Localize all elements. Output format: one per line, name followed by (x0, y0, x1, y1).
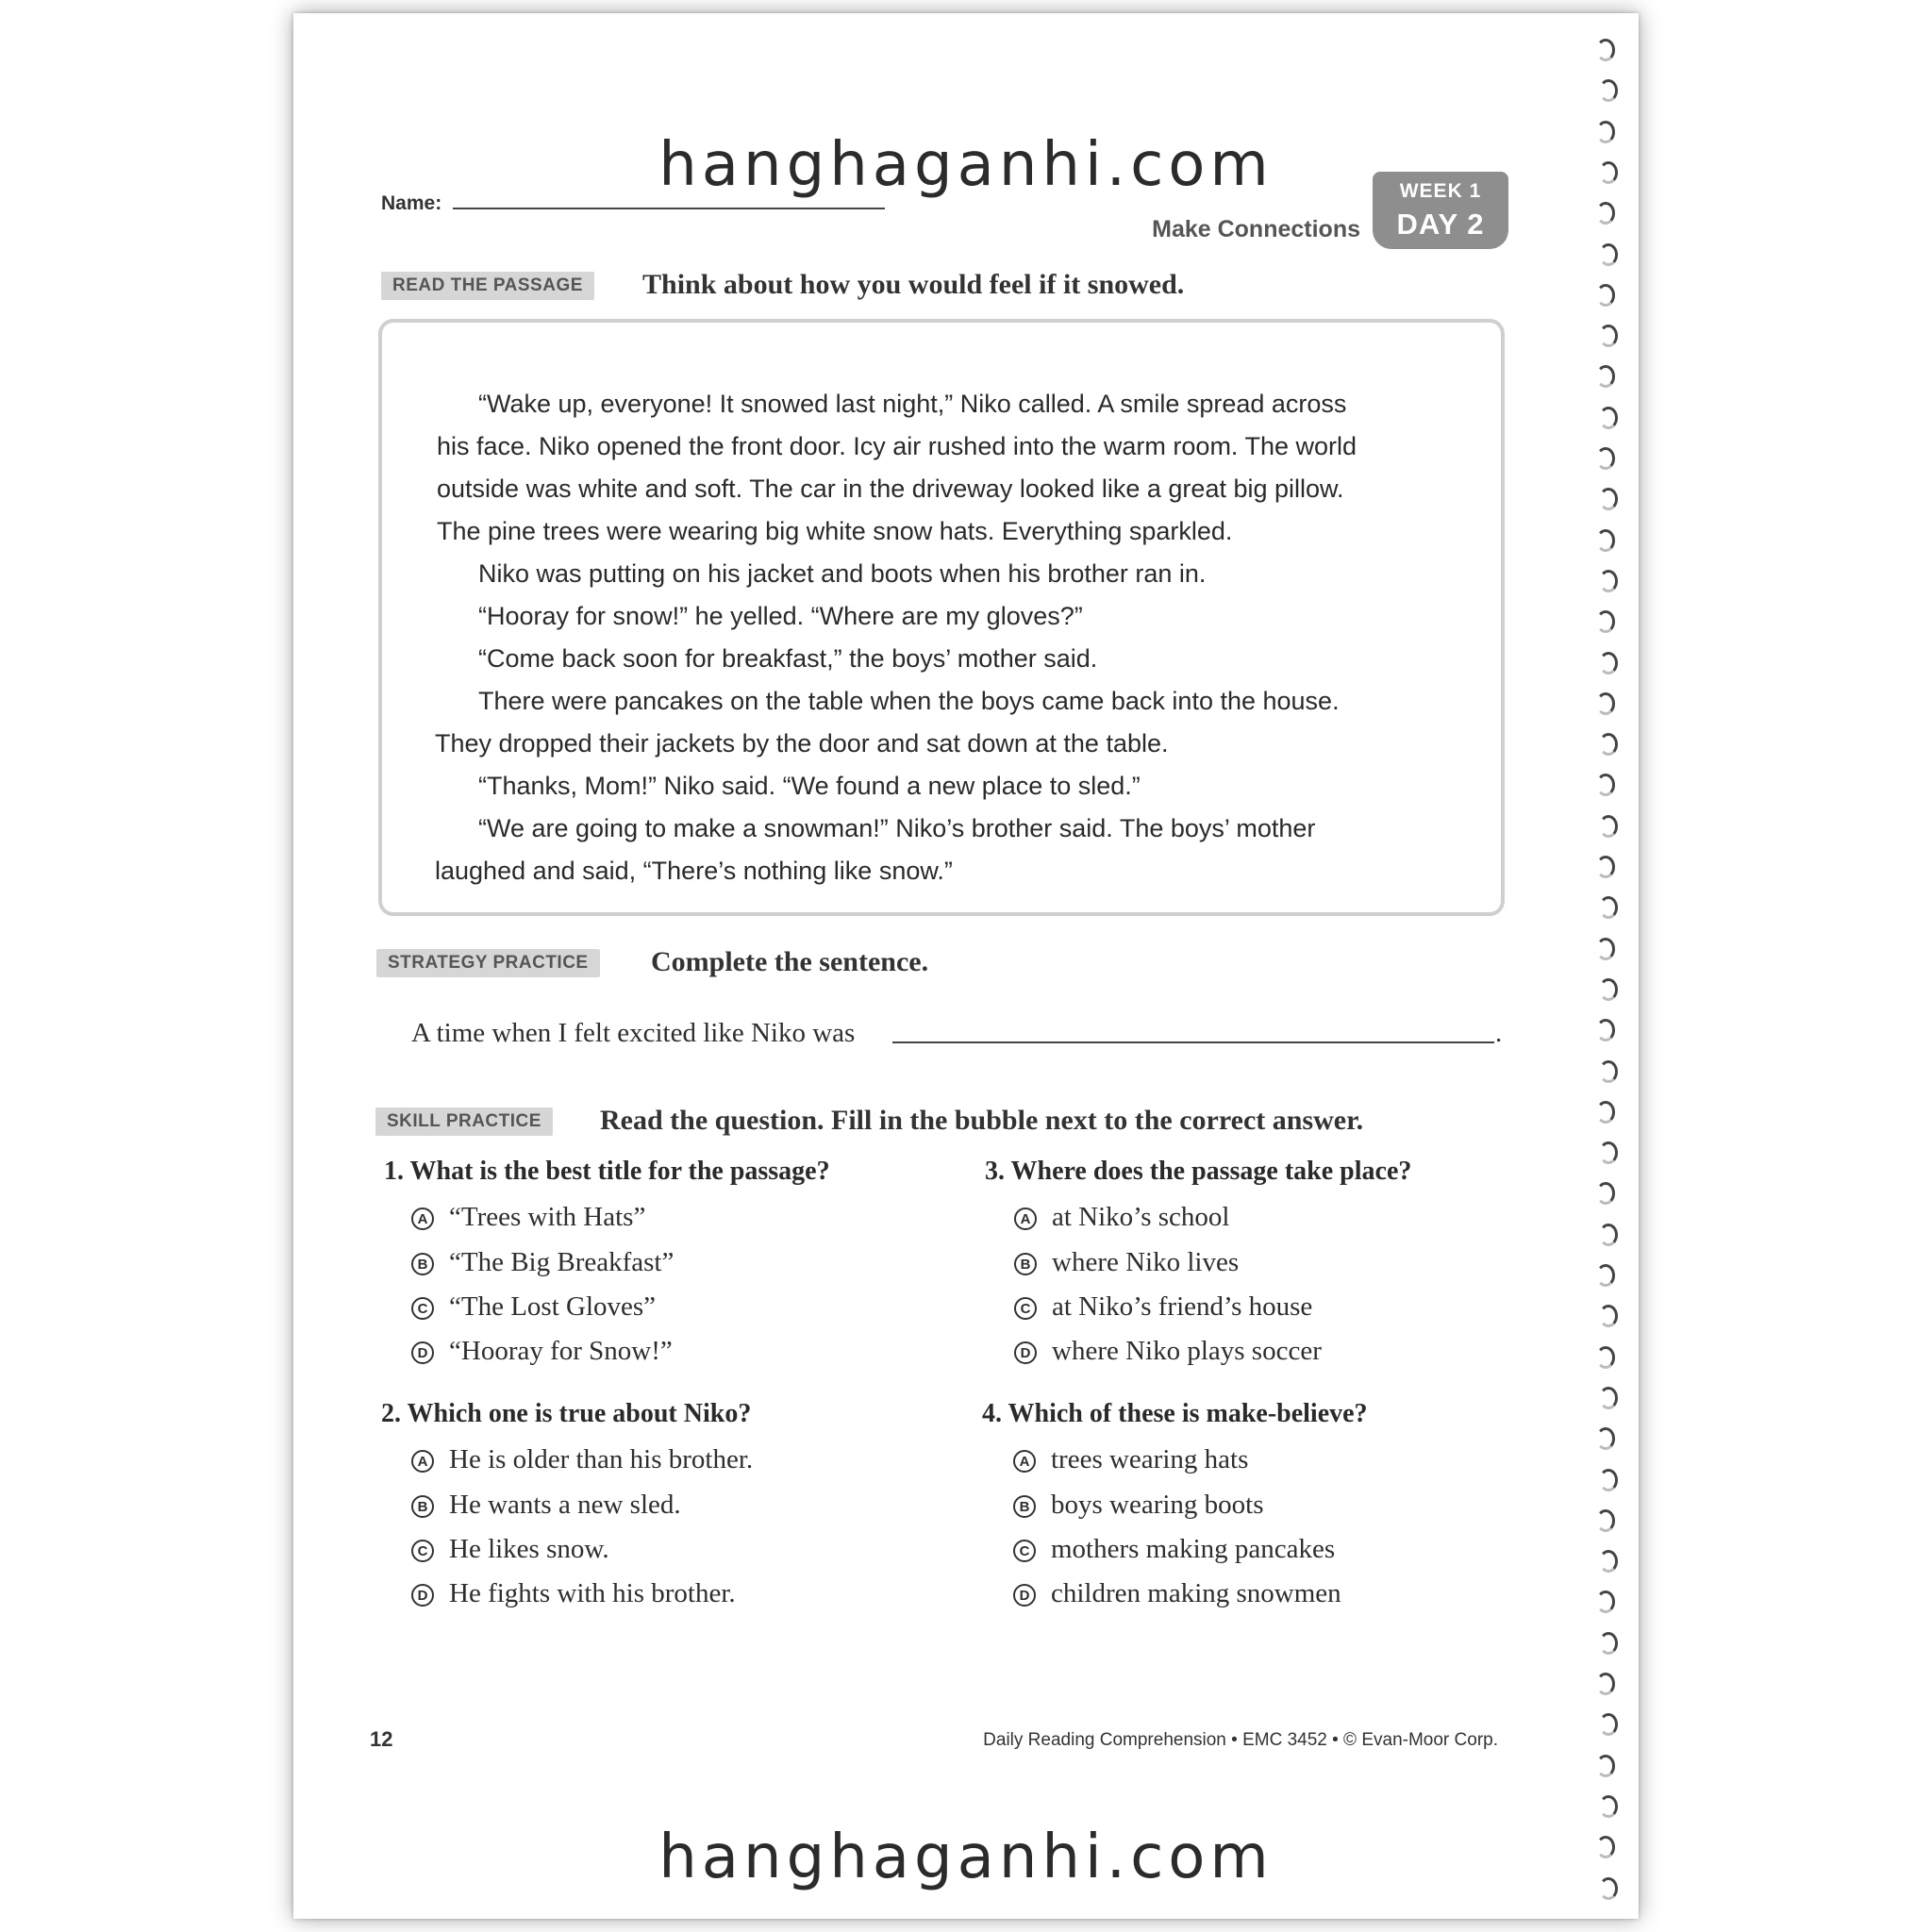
question-3-title: 3. Where does the passage take place? (985, 1157, 1412, 1186)
binding-ring (1596, 1346, 1615, 1369)
answer-bubble[interactable]: C (1013, 1540, 1036, 1562)
answer-bubble[interactable]: D (411, 1341, 434, 1364)
passage-line: outside was white and soft. The car in the driveway looked like a great big pillow. (437, 475, 1344, 503)
passage-line: “We are going to make a snowman!” Niko’s brother said. The boys’ mother (478, 814, 1316, 842)
answer-bubble[interactable]: C (411, 1297, 434, 1320)
q3-option-a[interactable] (1014, 1202, 1230, 1233)
binding-ring (1599, 1387, 1618, 1409)
name-label: Name: (381, 192, 442, 214)
answer-bubble[interactable]: C (1014, 1297, 1037, 1320)
option-text: where Niko plays soccer (1052, 1336, 1322, 1366)
option-text: trees wearing hats (1051, 1444, 1249, 1474)
passage-line: There were pancakes on the table when the boys came back into the house. (478, 687, 1340, 715)
strategy-instruction: Complete the sentence. (651, 946, 929, 977)
q2-option-d[interactable] (411, 1578, 736, 1609)
strategy-practice-label: STRATEGY PRACTICE (376, 949, 600, 977)
binding-ring (1599, 161, 1618, 184)
option-text: at Niko’s friend’s house (1052, 1291, 1313, 1322)
binding-ring (1599, 1060, 1618, 1083)
passage-line: laughed and said, “There’s nothing like snow.” (435, 857, 953, 885)
question-4-title: 4. Which of these is make-believe? (982, 1399, 1368, 1428)
option-text: boys wearing boots (1051, 1490, 1264, 1520)
binding-ring (1596, 1509, 1615, 1532)
option-text: mothers making pancakes (1051, 1534, 1336, 1564)
binding-ring (1599, 1632, 1618, 1655)
read-passage-instruction: Think about how you would feel if it snowed. (642, 269, 1185, 300)
binding-ring (1596, 1755, 1615, 1777)
passage-line: “Come back soon for breakfast,” the boys’ mother said. (478, 644, 1098, 673)
answer-bubble[interactable]: A (411, 1208, 434, 1230)
option-text: He likes snow. (449, 1534, 609, 1564)
option-text: “The Lost Gloves” (449, 1291, 657, 1322)
day-label: DAY 2 (1396, 208, 1485, 241)
week-label: WEEK 1 (1399, 180, 1482, 202)
option-text: “The Big Breakfast” (449, 1247, 675, 1277)
passage-line: The pine trees were wearing big white snow hats. Everything sparkled. (437, 517, 1233, 545)
binding-ring (1599, 1550, 1618, 1573)
watermark-top: hanghaganhi.com (658, 130, 1274, 200)
answer-bubble[interactable]: B (1013, 1495, 1036, 1518)
name-field[interactable] (453, 208, 885, 209)
q4-option-a[interactable] (1013, 1444, 1248, 1475)
q1-option-d[interactable] (411, 1336, 673, 1367)
passage-line: his face. Niko opened the front door. Icy air rushed into the warm room. The world (437, 432, 1357, 460)
binding-ring (1596, 39, 1615, 61)
passage-line: Niko was putting on his jacket and boots when his brother ran in. (478, 559, 1207, 588)
page-number: 12 (370, 1727, 393, 1751)
strategy-end-period: . (1495, 1018, 1503, 1048)
week-day-badge (1373, 172, 1508, 249)
option-text: He fights with his brother. (449, 1578, 736, 1608)
skill-instruction: Read the question. Fill in the bubble next to the correct answer. (600, 1105, 1364, 1136)
binding-ring (1599, 1224, 1618, 1246)
binding-ring (1599, 733, 1618, 756)
binding-ring (1599, 1141, 1618, 1164)
q4-option-c[interactable] (1013, 1534, 1335, 1565)
q1-option-a[interactable] (411, 1202, 645, 1233)
read-passage-label: READ THE PASSAGE (381, 272, 594, 300)
option-text: at Niko’s school (1052, 1202, 1230, 1232)
answer-bubble[interactable]: A (411, 1450, 434, 1473)
binding-ring (1596, 284, 1615, 307)
q1-option-b[interactable] (411, 1247, 674, 1278)
binding-ring (1596, 1264, 1615, 1287)
answer-bubble[interactable]: B (411, 1495, 434, 1518)
answer-bubble[interactable]: D (1013, 1584, 1036, 1607)
answer-bubble[interactable]: D (411, 1584, 434, 1607)
skill-practice-label: SKILL PRACTICE (375, 1108, 553, 1136)
binding-ring (1599, 570, 1618, 592)
answer-bubble[interactable]: A (1013, 1450, 1036, 1473)
answer-bubble[interactable]: D (1014, 1341, 1037, 1364)
option-text: children making snowmen (1051, 1578, 1341, 1608)
binding-ring (1599, 243, 1618, 266)
passage-line: “Wake up, everyone! It snowed last night,” Niko called. A smile spread across (478, 390, 1347, 418)
option-text: where Niko lives (1052, 1247, 1240, 1277)
skill-label: Make Connections (1152, 216, 1360, 242)
binding-ring (1596, 121, 1615, 143)
answer-bubble[interactable]: A (1014, 1208, 1037, 1230)
question-1-title: 1. What is the best title for the passage? (384, 1157, 830, 1186)
option-text: He wants a new sled. (449, 1490, 681, 1520)
q1-option-c[interactable] (411, 1291, 656, 1323)
q2-option-c[interactable] (411, 1534, 609, 1565)
passage-line: They dropped their jackets by the door and sat down at the table. (435, 729, 1169, 758)
passage-line: “Thanks, Mom!” Niko said. “We found a new place to sled.” (478, 772, 1141, 800)
q4-option-d[interactable] (1013, 1578, 1341, 1609)
option-text: “Trees with Hats” (449, 1202, 646, 1232)
q3-option-d[interactable] (1014, 1336, 1322, 1367)
q2-option-b[interactable] (411, 1490, 681, 1521)
q3-option-c[interactable] (1014, 1291, 1312, 1323)
strategy-answer-field[interactable] (892, 1041, 1494, 1043)
question-2-title: 2. Which one is true about Niko? (381, 1399, 752, 1428)
watermark-bottom: hanghaganhi.com (658, 1823, 1274, 1892)
binding-ring (1599, 978, 1618, 1001)
option-text: “Hooray for Snow!” (449, 1336, 673, 1366)
binding-ring (1596, 529, 1615, 552)
binding-ring (1599, 325, 1618, 347)
binding-ring (1599, 1469, 1618, 1491)
footer-credit: Daily Reading Comprehension • EMC 3452 • © Evan-Moor Corp. (983, 1730, 1498, 1750)
answer-bubble[interactable]: B (1014, 1253, 1037, 1275)
binding-ring (1599, 407, 1618, 429)
binding-ring (1596, 447, 1615, 470)
q2-option-a[interactable] (411, 1444, 753, 1475)
answer-bubble[interactable]: C (411, 1540, 434, 1562)
binding-ring (1596, 692, 1615, 715)
binding-ring (1599, 1877, 1618, 1900)
passage-line: “Hooray for snow!” he yelled. “Where are my gloves?” (478, 602, 1083, 630)
binding-ring (1596, 1673, 1615, 1695)
option-text: He is older than his brother. (449, 1444, 754, 1474)
binding-ring (1599, 1795, 1618, 1818)
binding-ring (1599, 815, 1618, 838)
q3-option-b[interactable] (1014, 1247, 1239, 1278)
answer-bubble[interactable]: B (411, 1253, 434, 1275)
binding-ring (1596, 938, 1615, 960)
strategy-prompt: A time when I felt excited like Niko was (411, 1018, 856, 1048)
binding-ring (1596, 1101, 1615, 1124)
binding-ring (1599, 652, 1618, 675)
q4-option-b[interactable] (1013, 1490, 1264, 1521)
binding-ring (1596, 856, 1615, 878)
